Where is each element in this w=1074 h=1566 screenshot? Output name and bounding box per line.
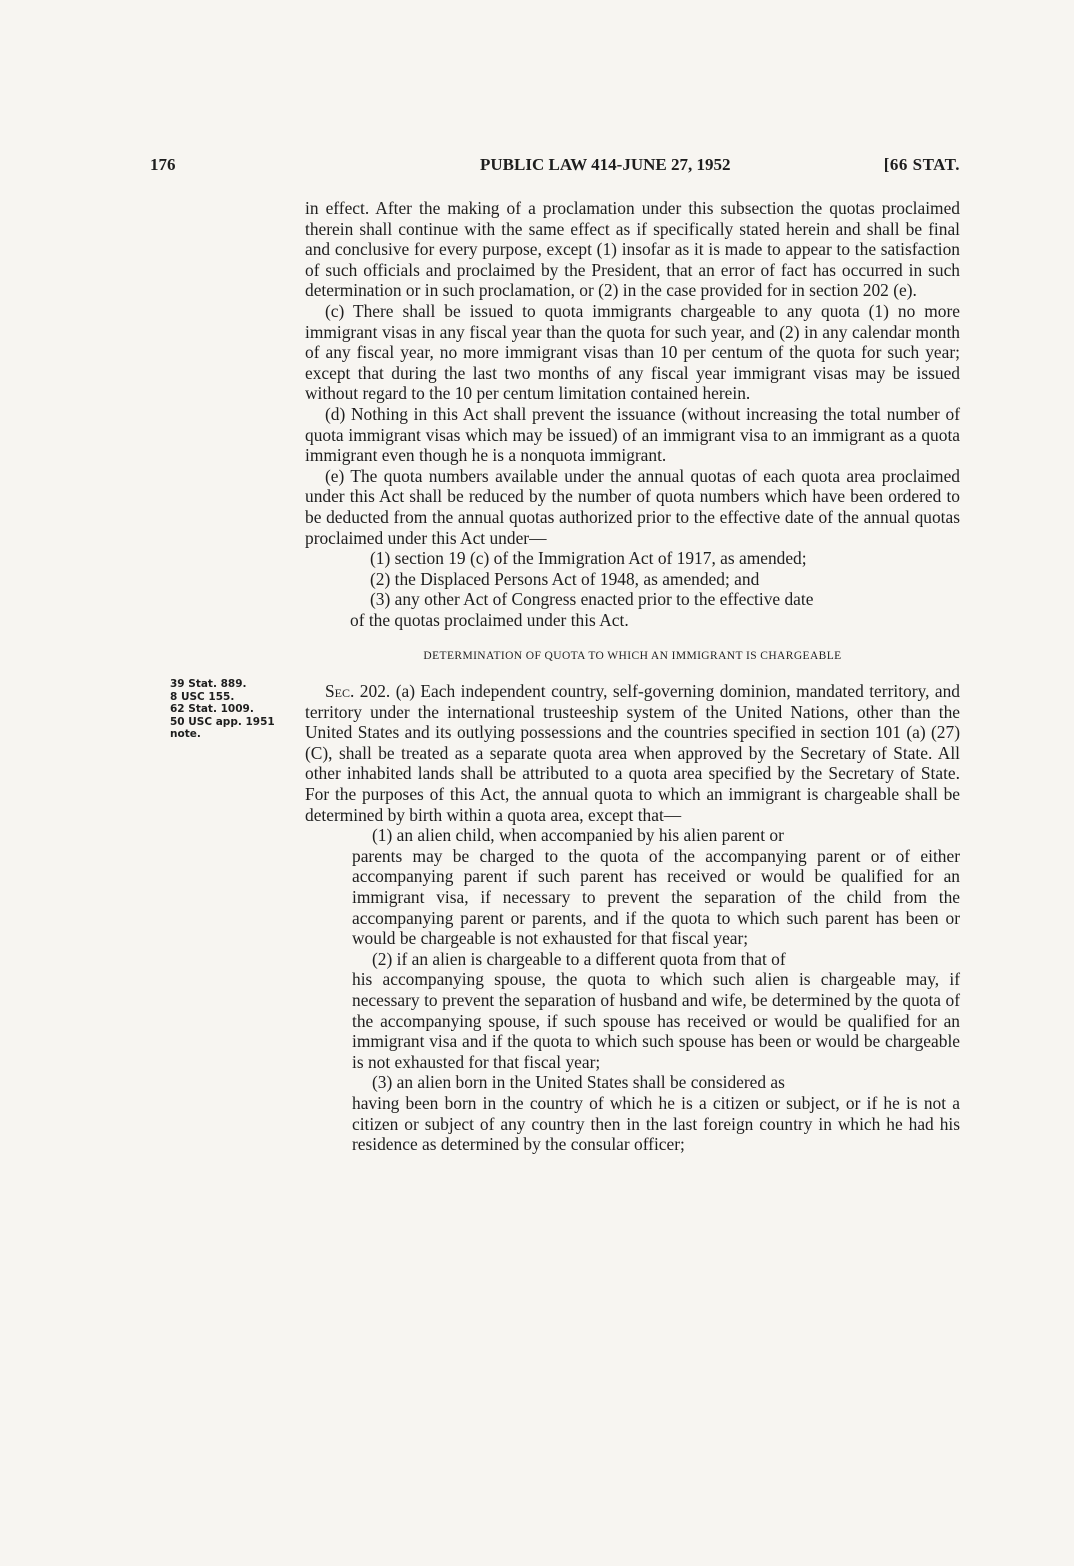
body-text (305, 198, 960, 1155)
paragraph-e-item-3-lead: (3) any other Act of Congress enacted prior to the effective date (370, 589, 814, 610)
margin-note-line: 62 Stat. 1009. (170, 703, 254, 715)
subsection-3-cont: having been born in the country of which he is a citizen or subject, or if he is not a citizen or subject of any country then in the last foreign country in which he had his residence as determined by the consular officer; (352, 1092, 960, 1155)
subsection-1-cont: parents may be charged to the quota of the accompanying parent or of either accompanying parent if such parent has received or would be qualified for an immigrant visa, if necessary to prevent the separation of the child from the accompanying parent or parents, and if the quota to which such parent has been or would be chargeable is not exhausted for that fiscal year; (352, 845, 960, 949)
subsection-1-lead: (1) an alien child, when accompanied by his alien parent or (372, 825, 784, 846)
paragraph-continuation: in effect. After the making of a proclamation under this subsection the quotas proclaimed therein shall continue with the same effect as if specifically stated herein and shall be final and conclusive for every purpose, except (1) insofar as it is made to appear to the satisfaction of such officials and proclaimed by the President, that an error of fact has occurred in such determination or in such proclamation, or (2) in the case provided for in section 202 (e). (305, 198, 960, 301)
margin-note-line: 39 Stat. 889. (170, 678, 247, 690)
section-202-a (305, 681, 960, 825)
section-heading: DETERMINATION OF QUOTA TO WHICH AN IMMIGRANT IS CHARGEABLE (423, 650, 842, 663)
margin-note-line: 50 USC app. 1951 (170, 715, 275, 728)
margin-note-line: note. (170, 728, 201, 740)
statute-reference: [66 STAT. (883, 155, 960, 174)
paragraph-e-item-2: (2) the Displaced Persons Act of 1948, as amended; and (370, 568, 760, 589)
subsection-2-cont: his accompanying spouse, the quota to which such alien is chargeable may, if necessary to prevent the separation of husband and wife, be determined by the quota of the accompanying spouse, if such spouse has received or would be qualified for an immigrant visa and if the quota to which such spouse has been or would be chargeable is not exhausted for that fiscal year; (352, 969, 960, 1072)
paragraph-c: (c) There shall be issued to quota immigrants chargeable to any quota (1) no more immigrant visas in any fiscal year than the quota for such year, and (2) in any calendar month of any fiscal year, no more immigrant visas than 10 per centum of the quota for such year; except that during the last two months of any fiscal year immigrant visas may be issued without regard to the 10 per centum limitation contained herein. (305, 300, 960, 404)
paragraph-e: (e) The quota numbers available under the annual quotas of each quota area proclaimed under this Act shall be reduced by the number of quota numbers which have been ordered to be deducted from the annual quotas authorized prior to the effective date of the annual quotas proclaimed under this Act under— (305, 465, 960, 548)
subsection-3-lead: (3) an alien born in the United States shall be considered as (372, 1072, 785, 1093)
running-title: PUBLIC LAW 414-JUNE 27, 1952 (480, 155, 731, 174)
subsection-2-lead: (2) if an alien is chargeable to a different quota from that of (372, 948, 786, 969)
section-202-a-text: (a) Each independent country, self-governing dominion, mandated territory, and territory under the international trusteeship system of the United Nations, other than the United States and its outlying possessions and the countries specified in section 101 (a) (27) (C), shall be treated as a separate quota area when approved by the Secretary of State. All other inhabited lands shall be attributed to a quota area specified by the Secretary of State. For the purposes of this Act, the annual quota to which an immigrant is chargeable shall be determined by birth within a quota area, except that— (305, 681, 960, 825)
paragraph-d: (d) Nothing in this Act shall prevent the issuance (without increasing the total number of quota immigrant visas which may be issued) of an immigrant visa to an immigrant as a quota immigrant even though he is a nonquota immigrant. (305, 403, 960, 466)
paragraph-e-item-3-cont: of the quotas proclaimed under this Act. (350, 609, 629, 630)
page-header (150, 155, 960, 179)
margin-citation-note (170, 678, 295, 741)
section-label: Sec. 202. (325, 681, 391, 702)
margin-note-line: 8 USC 155. (170, 690, 235, 703)
page-number: 176 (150, 155, 176, 174)
paragraph-e-item-1: (1) section 19 (c) of the Immigration Act of 1917, as amended; (370, 548, 807, 569)
